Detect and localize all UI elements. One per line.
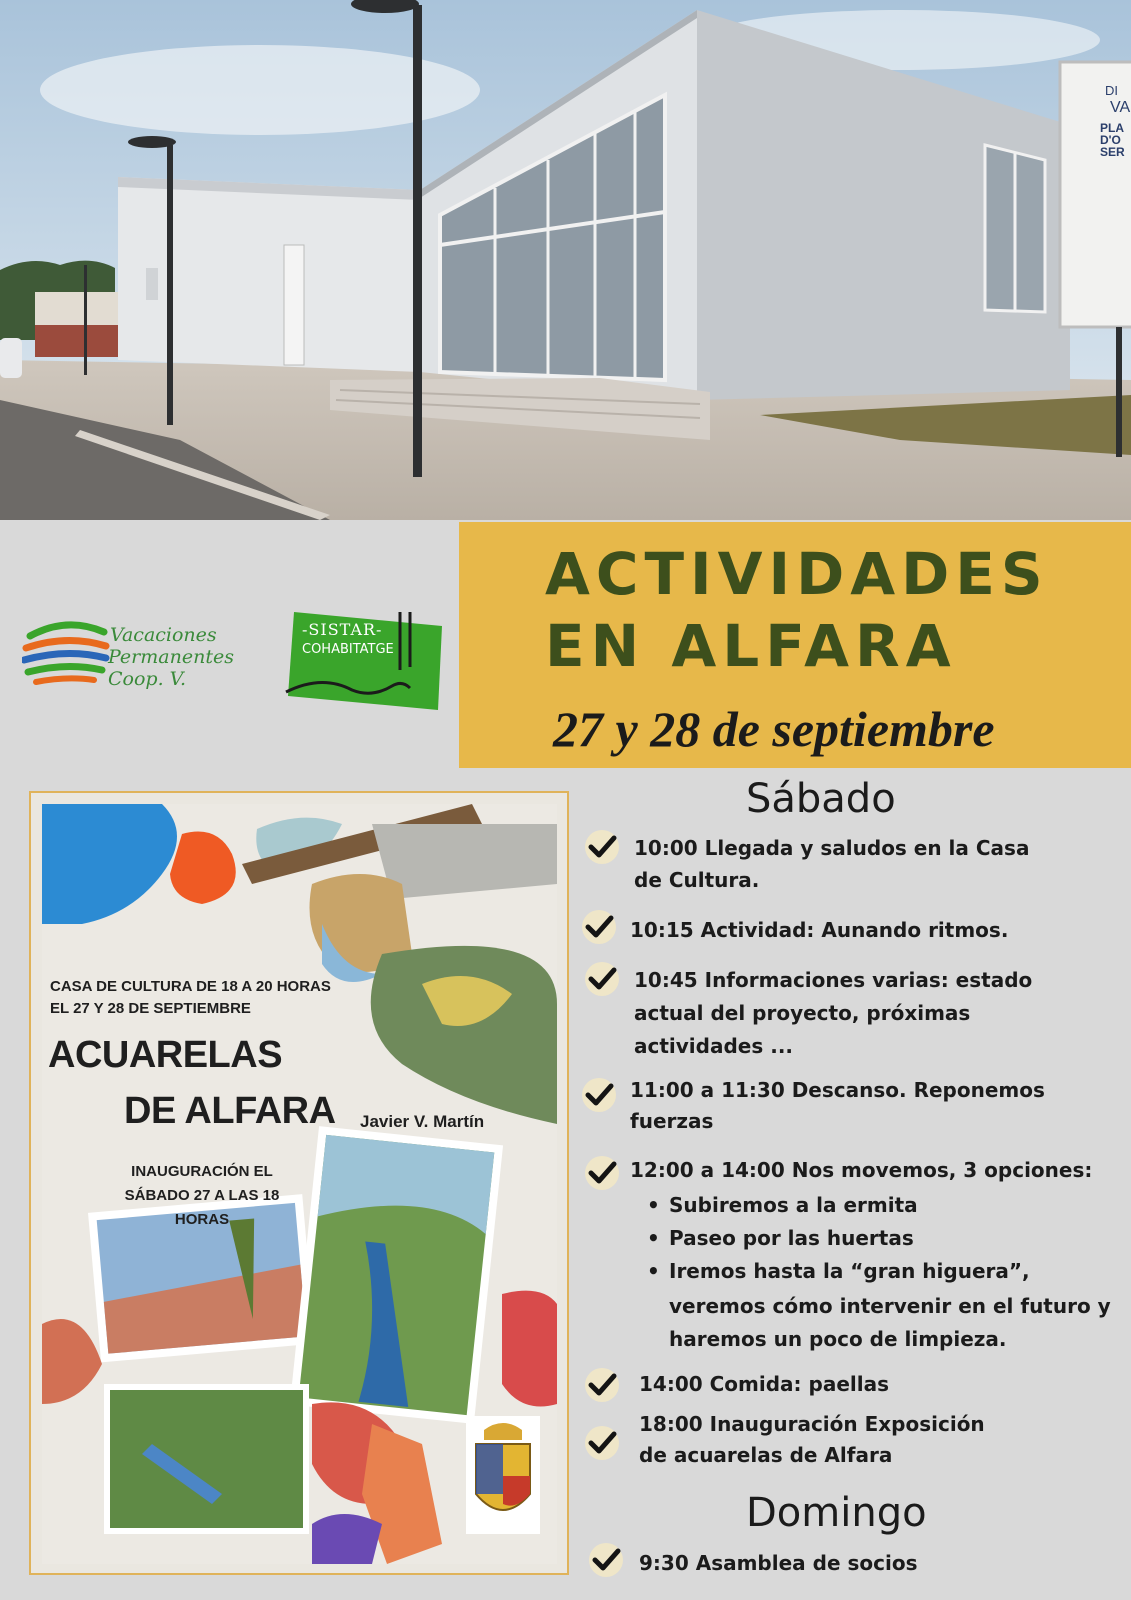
schedule-item-3-line-2: actual del proyecto, próximas	[634, 1001, 971, 1025]
option-item-continued-1: veremos cómo intervenir en el futuro y	[669, 1294, 1111, 1318]
activity-options-list	[645, 1189, 1030, 1288]
exhibition-poster	[42, 804, 557, 1564]
check-icon	[585, 962, 619, 996]
schedule-item-2-line-1: 10:15 Actividad: Aunando ritmos.	[630, 918, 1009, 942]
sistar-cohabitatge-logo	[282, 612, 444, 712]
schedule-item-7-line-1: 18:00 Inauguración Exposición	[639, 1412, 985, 1436]
sign-text-3: PLA	[1100, 121, 1124, 135]
option-item: • Paseo por las huertas	[645, 1222, 1030, 1255]
poster-inauguration: INAUGURACIÓN EL SÁBADO 27 A LAS 18 HORAS	[124, 1163, 280, 1228]
poster-author: Javier V. Martín	[360, 1112, 485, 1131]
sistar-name: -SISTAR-	[302, 620, 383, 639]
sign-text-1: DI	[1105, 83, 1118, 98]
option-item-continued-2: haremos un poco de limpieza.	[669, 1327, 1007, 1351]
schedule-item-5-line-1: 12:00 a 14:00 Nos movemos, 3 opciones:	[630, 1158, 1093, 1182]
poster-heading-2: DE ALFARA	[124, 1090, 336, 1132]
saturday-heading: Sábado	[746, 776, 896, 822]
vp-line-2: Permanentes	[108, 646, 234, 668]
schedule-item-4-line-2: fuerzas	[630, 1109, 714, 1133]
vacaciones-permanentes-logo	[22, 614, 272, 694]
check-icon	[589, 1543, 623, 1577]
vp-line-3: Coop. V.	[108, 668, 187, 690]
poster-heading-1: ACUARELAS	[48, 1034, 283, 1076]
sign-text-2: VA	[1110, 99, 1131, 116]
sign-text-5: SER	[1100, 145, 1125, 159]
hero-photo	[0, 0, 1131, 520]
option-item: • Iremos hasta la “gran higuera”,	[645, 1255, 1030, 1288]
check-icon	[582, 1078, 616, 1112]
vp-line-1: Vacaciones	[110, 624, 217, 646]
check-icon	[585, 1156, 619, 1190]
schedule-item-3-line-3: actividades ...	[634, 1034, 794, 1058]
check-icon	[582, 910, 616, 944]
schedule-item-6-line-1: 14:00 Comida: paellas	[639, 1372, 889, 1396]
event-dates: 27 y 28 de septiembre	[553, 701, 995, 757]
check-icon	[585, 830, 619, 864]
sign-text-4: D'O	[1100, 133, 1121, 147]
globe-icon	[22, 614, 112, 694]
page-title-line-1: ACTIVIDADES	[545, 540, 1049, 608]
schedule-item-4-line-1: 11:00 a 11:30 Descanso. Reponemos	[630, 1078, 1045, 1102]
sunday-heading: Domingo	[746, 1490, 927, 1536]
poster-venue-line: CASA DE CULTURA DE 18 A 20 HORAS	[50, 978, 331, 995]
sistar-subtitle: COHABITATGE	[302, 642, 394, 657]
option-item: • Subiremos a la ermita	[645, 1189, 1030, 1222]
schedule-item-1-line-2: de Cultura.	[634, 868, 760, 892]
check-icon	[585, 1426, 619, 1460]
sunday-item-1-line-1: 9:30 Asamblea de socios	[639, 1551, 918, 1575]
poster-dates-line: EL 27 Y 28 DE SEPTIEMBRE	[50, 1000, 251, 1017]
schedule-item-3-line-1: 10:45 Informaciones varias: estado	[634, 968, 1033, 992]
check-icon	[585, 1368, 619, 1402]
schedule-item-7-line-2: de acuarelas de Alfara	[639, 1443, 893, 1467]
schedule-item-1-line-1: 10:00 Llegada y saludos en la Casa	[634, 836, 1030, 860]
page-title-line-2: EN ALFARA	[545, 612, 957, 680]
